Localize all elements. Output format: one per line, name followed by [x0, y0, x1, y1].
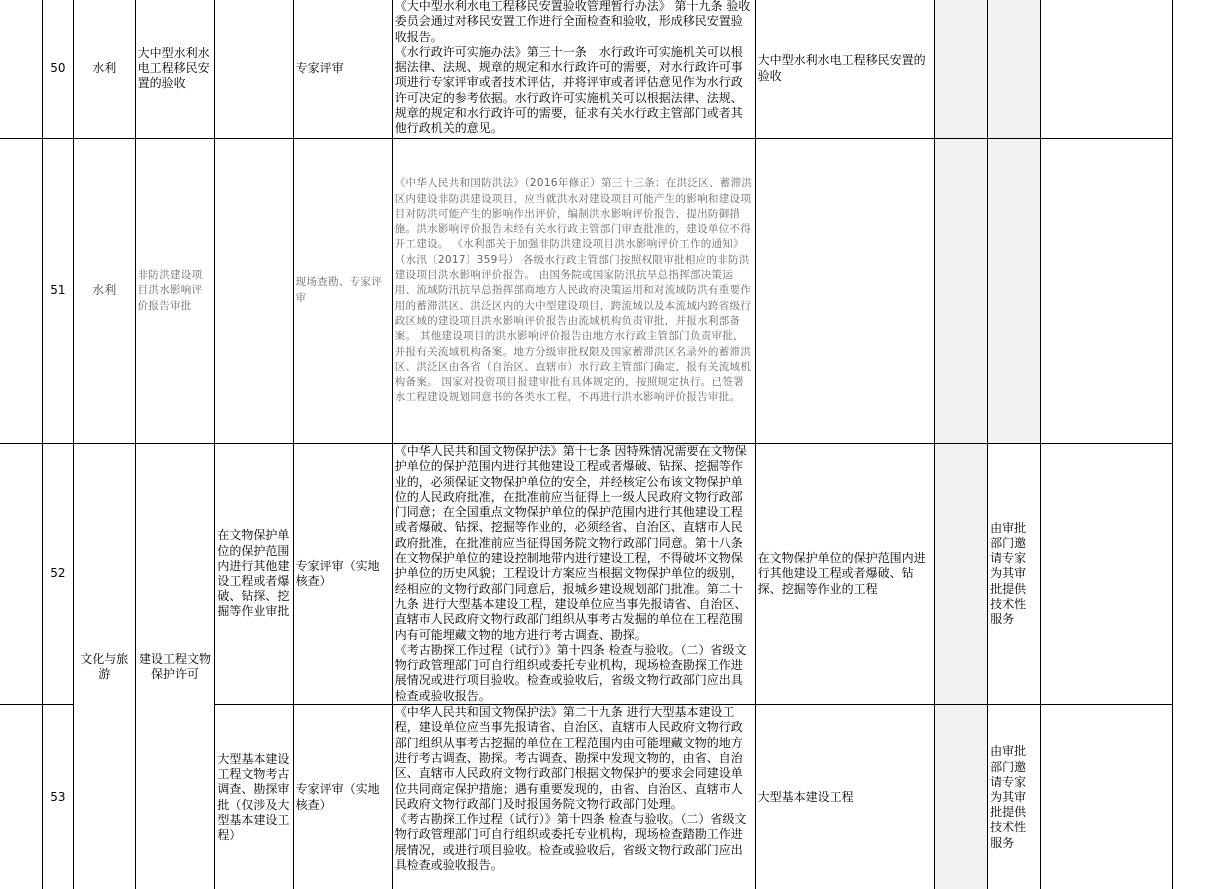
left-margin-cell [0, 0, 42, 139]
category-cell[interactable]: 水利 [73, 139, 135, 444]
note-cell[interactable]: 由审批部门邀请专家为其审批提供技术性服务 [988, 444, 1041, 705]
blank-cell[interactable] [934, 0, 987, 139]
scope-cell[interactable]: 在文物保护单位的保护范围内进行其他建设工程或者爆破、钻探、挖掘等作业的工程 [755, 444, 934, 705]
basis-cell[interactable]: 《中华人民共和国文物保护法》第十七条 因特殊情况需要在文物保护单位的保护范围内进行其他建设工程或者爆破、钻探、挖掘等作业的，必须保证文物保护单位的安全，并经核定公布该文物保护单位的人民政府批准，在批准前应当征得上一级人民政府文物行政部门同意；在全国重点文物保护单位的保护范围内进行其他建设工程或者爆破、钻探、挖掘等作业的，必须经省、自治区、直辖市人民政府批准，在批准前应当征得国务院文物行政部门同意。第十八条 在文物保护单位的建设控制地带内进行建设工程，不得破坏文物保护单位的历史风貌；工程设计方案应当根据文物保护单位的级别，经相应的文物行政部门同意后，报城乡建设规划部门批准。第二十九条 进行大型基本建设工程，建设单位应当事先报请省、自治区、直辖市人民政府文物行政部门组织从事考古发掘的单位在工程范围内有可能埋藏文物的地方进行考古调查、勘探。 《考古勘探工作过程（试行）》第十四条 检查与验收。（二）省级文物行政管理部门可自行组织或委托专业机构，现场检查勘探工作进展情况或进行项目验收。检查或验收后，省级文物行政部门应出具检查或验收报告。 [392, 444, 755, 705]
row-number-cell[interactable]: 53 [42, 705, 73, 889]
sub-item-cell[interactable] [215, 139, 293, 444]
scope-cell[interactable] [755, 139, 934, 444]
row-number-cell[interactable]: 50 [42, 0, 73, 139]
basis-cell[interactable]: 《中华人民共和国文物保护法》第二十九条 进行大型基本建设工程，建设单位应当事先报请省、自治区、直辖市人民政府文物行政部门组织从事考古挖掘的单位在工程范围内由可能埋藏文物的地方进行考古调查、勘探。考古调查、勘探中发现文物的，由省、自治区、直辖市人民政府文物行政部门根据文物保护的要求会同建设单位共同商定保护措施；遇有重要发现的，由省、自治区、直辖市人民政府文物行政部门及时报国务院文物行政部门处理。 《考古勘探工作过程（试行）》第十四条 检查与验收。（二）省级文物行政管理部门可自行组织或委托专业机构，现场检查踏勘工作进展情况，或进行项目验收。检查或验收后，省级文物行政部门应出具检查或验收报告。 [392, 705, 755, 889]
basis-cell[interactable]: 《中华人民共和国防洪法》（2016年修正）第三十三条：在洪泛区、蓄滞洪区内建设非防洪建设项目，应当就洪水对建设项目可能产生的影响和建设项目对防洪可能产生的影响作出评价，编制洪水影响评价报告，提出防御措施。洪水影响评价报告未经有关水行政主管部门审查批准的，建设单位不得开工建设。 《水利部关于加强非防洪建设项目洪水影响评价工作的通知》（水汛〔2017〕359号） 各级水行政主管部门按照权限审批相应的非防洪建设项目洪水影响评价报告。 由国务院或国家防汛抗旱总指挥部决策运用、流域防汛抗旱总指挥部商地方人民政府决策运用和对流域防洪有重要作用的蓄滞洪区、洪泛区内的大中型建设项目，跨流域以及本流域内跨省级行政区域的建设项目洪水影响评价报告由流域机构负责审批，并报水利部备案。 其他建设项目的洪水影响评价报告由地方水行政主管部门负责审批，并报有关流域机构备案。地方分级审批权限及国家蓄滞洪区名录外的蓄滞洪区、洪泛区由各省（自治区、直辖市）水行政主管部门确定，报有关流域机构备案。 国家对投资项目报建审批有具体规定的，按照规定执行。已签署水工程建设规划同意书的各类水工程，不再进行洪水影响评价报告审批。 [392, 139, 755, 444]
left-margin-cell [0, 444, 42, 705]
method-cell[interactable]: 专家评审（实地核查） [293, 444, 392, 705]
sub-item-cell[interactable]: 大型基本建设工程文物考古调查、勘探审批（仅涉及大型基本建设工程） [215, 705, 293, 889]
blank-cell[interactable] [1040, 444, 1173, 705]
category-cell[interactable]: 文化与旅游 [73, 444, 135, 889]
left-margin-cell [0, 139, 42, 444]
method-cell[interactable]: 现场查勘、专家评审 [293, 139, 392, 444]
category-cell[interactable]: 水利 [73, 0, 135, 139]
note-cell[interactable] [1040, 139, 1173, 444]
blank-cell[interactable] [1040, 705, 1173, 889]
blank-cell[interactable] [988, 139, 1041, 444]
table-row [0, 0, 1221, 139]
blank-cell[interactable] [988, 0, 1041, 139]
method-cell[interactable]: 专家评审 [293, 0, 392, 139]
blank-cell[interactable] [934, 444, 987, 705]
note-cell[interactable] [1040, 0, 1173, 139]
scope-cell[interactable]: 大中型水利水电工程移民安置的验收 [755, 0, 934, 139]
blank-cell[interactable] [934, 139, 987, 444]
note-cell[interactable]: 由审批部门邀请专家为其审批提供技术性服务 [988, 705, 1041, 889]
sub-item-cell[interactable]: 在文物保护单位的保护范围内进行其他建设工程或者爆破、钻探、挖掘等作业审批 [215, 444, 293, 705]
blank-cell[interactable] [934, 705, 987, 889]
row-number-cell[interactable]: 52 [42, 444, 73, 705]
item-cell[interactable]: 建设工程文物保护许可 [135, 444, 215, 889]
table-row [0, 444, 1221, 705]
item-cell[interactable]: 大中型水利水电工程移民安置的验收 [135, 0, 215, 139]
row-number-cell[interactable]: 51 [42, 139, 73, 444]
table-row [0, 139, 1221, 444]
left-margin-cell [0, 705, 42, 889]
basis-cell[interactable]: 《大中型水利水电工程移民安置验收管理暂行办法》 第十九条 验收委员会通过对移民安置工作进行全面检查和验收，形成移民安置验收报告。 《水行政许可实施办法》第三十一条 水行政许可实施机关可以根据法律、法规、规章的规定和水行政许可的需要，对水行政许可事项进行专家评审或者技术评估，并将评审或者评估意见作为水行政许可决定的参考依据。水行政许可实施机关可以根据法律、法规、规章的规定和水行政许可的需要，征求有关水行政主管部门或者其他行政机关的意见。 [392, 0, 755, 139]
scope-cell[interactable]: 大型基本建设工程 [755, 705, 934, 889]
item-cell[interactable]: 非防洪建设项目洪水影响评价报告审批 [135, 139, 215, 444]
method-cell[interactable]: 专家评审（实地核查） [293, 705, 392, 889]
sub-item-cell[interactable] [215, 0, 293, 139]
